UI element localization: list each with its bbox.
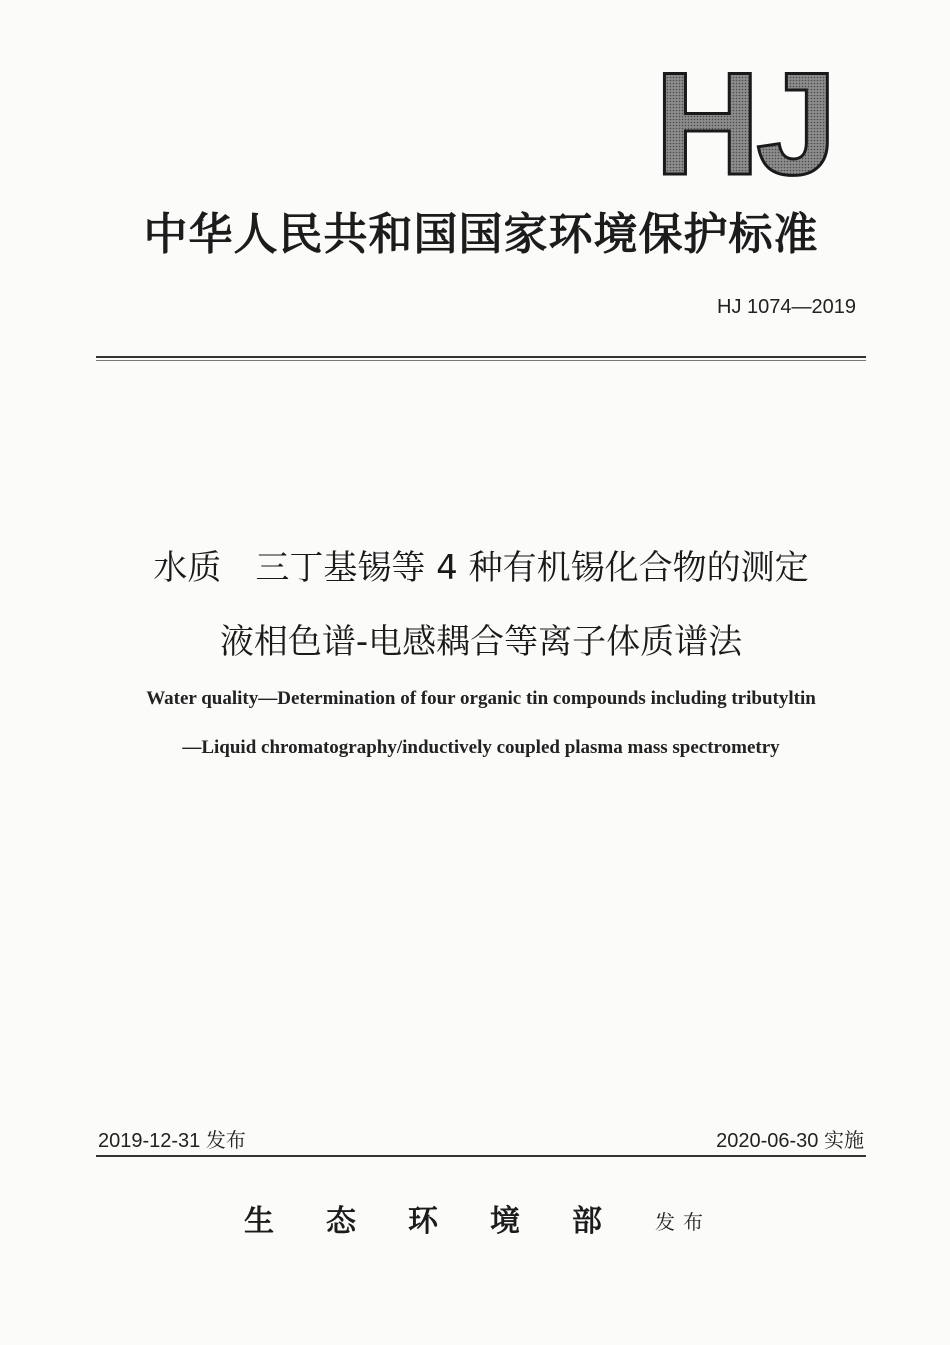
- title-cn-line1: 水质 三丁基锡等 4 种有机锡化合物的测定: [153, 548, 809, 588]
- standard-code: HJ 1074—2019: [717, 296, 856, 318]
- hj-logo-text: HJ: [654, 70, 834, 180]
- header-divider: [96, 356, 866, 361]
- publish-label: 发布: [655, 1210, 711, 1234]
- issue-date: 2019-12-31 发布: [98, 1130, 246, 1152]
- hj-logo: [648, 70, 840, 180]
- implementation-date: 2020-06-30 实施: [716, 1130, 864, 1152]
- title-en-line2: —Liquid chromatography/inductively coupled plasma mass spectrometry: [182, 737, 780, 758]
- title-en-line1: Water quality—Determination of four organic tin compounds including tributyltin: [146, 688, 816, 709]
- footer-divider: [96, 1155, 866, 1157]
- standard-category-title: 中华人民共和国国家环境保护标准: [143, 209, 819, 260]
- publisher-name: 生态环境部: [244, 1204, 654, 1239]
- title-cn-line2: 液相色谱-电感耦合等离子体质谱法: [219, 622, 743, 662]
